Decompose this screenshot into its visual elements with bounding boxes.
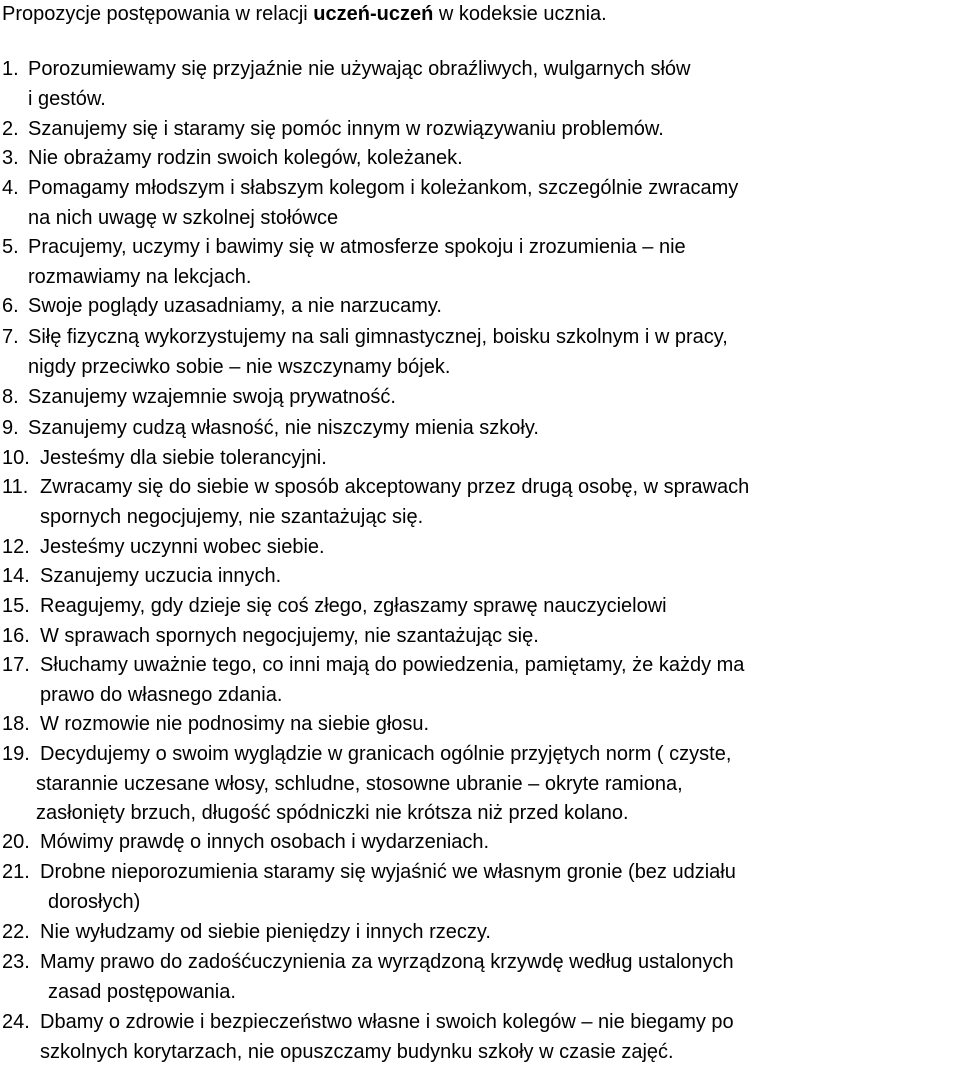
rule-text-line: i gestów.	[28, 87, 106, 110]
rule-number: 20.	[2, 831, 30, 853]
rule-text-line: Słuchamy uważnie tego, co inni mają do powiedzenia, pamiętamy, że każdy ma	[40, 654, 745, 676]
rule-number: 24.	[2, 1011, 30, 1033]
rule-text-line: na nich uwagę w szkolnej stołówce	[28, 206, 339, 229]
document-title	[2, 2, 607, 26]
rule-number: 4.	[2, 177, 19, 199]
rule-text-line: Drobne nieporozumienia staramy się wyjaśnić we własnym gronie (bez udziału	[40, 861, 736, 883]
rule-text-line: Szanujemy się i staramy się pomóc innym w rozwiązywaniu problemów.	[28, 118, 664, 140]
rule-number: 1.	[2, 58, 19, 80]
rule-text-line: Szanujemy cudzą własność, nie niszczymy mienia szkoły.	[28, 417, 539, 439]
rule-text-line: prawo do własnego zdania.	[40, 683, 283, 706]
rule-number: 22.	[2, 921, 30, 943]
rule-number: 3.	[2, 147, 19, 169]
rule-number: 7.	[2, 326, 19, 348]
rule-text-line: W rozmowie nie podnosimy na siebie głosu.	[40, 713, 430, 735]
rule-number: 9.	[2, 417, 19, 439]
rule-number: 16.	[2, 625, 30, 647]
title-prefix: Propozycje postępowania w relacji	[2, 3, 314, 25]
rule-text-line: rozmawiamy na lekcjach.	[28, 265, 252, 288]
rule-text-line: Szanujemy wzajemnie swoją prywatność.	[28, 386, 396, 408]
rule-number: 6.	[2, 295, 19, 317]
rule-text-line: Mówimy prawdę o innych osobach i wydarzeniach.	[40, 831, 490, 853]
rule-text-line: Swoje poglądy uzasadniamy, a nie narzucamy.	[28, 295, 442, 317]
rule-number: 5.	[2, 236, 19, 258]
rule-text-line: nigdy przeciwko sobie – nie wszczynamy bójek.	[28, 355, 451, 378]
rule-number: 11.	[2, 476, 29, 498]
title-suffix: w kodeksie ucznia.	[433, 3, 607, 25]
rule-text-line: Jesteśmy uczynni wobec siebie.	[40, 536, 325, 558]
rule-number: 10.	[2, 447, 30, 469]
rule-text-line: dorosłych)	[48, 890, 141, 913]
rule-number: 12.	[2, 536, 30, 558]
rule-text-line: Decydujemy o swoim wyglądzie w granicach ogólnie przyjętych norm ( czyste,	[40, 743, 732, 765]
rule-text-line: szkolnych korytarzach, nie opuszczamy budynku szkoły w czasie zajęć.	[40, 1040, 674, 1063]
rule-text-line: W sprawach spornych negocjujemy, nie szantażując się.	[40, 625, 539, 647]
rule-text-line: starannie uczesane włosy, schludne, stosowne ubranie – okryte ramiona,	[36, 772, 683, 795]
rule-text-line: spornych negocjujemy, nie szantażując się.	[40, 505, 424, 528]
rule-text-line: Nie obrażamy rodzin swoich kolegów, koleżanek.	[28, 147, 463, 169]
rule-number: 21.	[2, 861, 30, 883]
rule-text-line: Mamy prawo do zadośćuczynienia za wyrządzoną krzywdę według ustalonych	[40, 951, 734, 973]
rule-text-line: Pomagamy młodszym i słabszym kolegom i koleżankom, szczególnie zwracamy	[28, 177, 739, 199]
rule-number: 17.	[2, 654, 30, 676]
rule-number: 18.	[2, 713, 30, 735]
rule-number: 15.	[2, 595, 30, 617]
rule-text-line: Siłę fizyczną wykorzystujemy na sali gimnastycznej, boisku szkolnym i w pracy,	[28, 326, 728, 348]
rule-text-line: Pracujemy, uczymy i bawimy się w atmosferze spokoju i zrozumienia – nie	[28, 236, 686, 258]
rule-text-line: Szanujemy uczucia innych.	[40, 565, 282, 587]
rule-text-line: Nie wyłudzamy od siebie pieniędzy i innych rzeczy.	[40, 921, 491, 943]
rule-text-line: Porozumiewamy się przyjaźnie nie używając obraźliwych, wulgarnych słów	[28, 58, 691, 80]
rule-number: 8.	[2, 386, 19, 408]
title-emphasis: uczeń-uczeń	[313, 3, 434, 25]
rule-number: 14.	[2, 565, 30, 587]
rule-number: 2.	[2, 118, 19, 140]
rule-number: 19.	[2, 743, 30, 765]
rule-text-line: Jesteśmy dla siebie tolerancyjni.	[40, 447, 327, 469]
rule-text-line: Reagujemy, gdy dzieje się coś złego, zgłaszamy sprawę nauczycielowi	[40, 595, 667, 617]
rule-text-line: Zwracamy się do siebie w sposób akceptowany przez drugą osobę, w sprawach	[40, 476, 750, 498]
rule-number: 23.	[2, 951, 30, 973]
rule-text-line: zasłonięty brzuch, długość spódniczki nie krótsza niż przed kolano.	[36, 802, 629, 824]
rule-text-line: Dbamy o zdrowie i bezpieczeństwo własne i swoich kolegów – nie biegamy po	[40, 1011, 734, 1033]
rule-text-line: zasad postępowania.	[48, 980, 236, 1003]
